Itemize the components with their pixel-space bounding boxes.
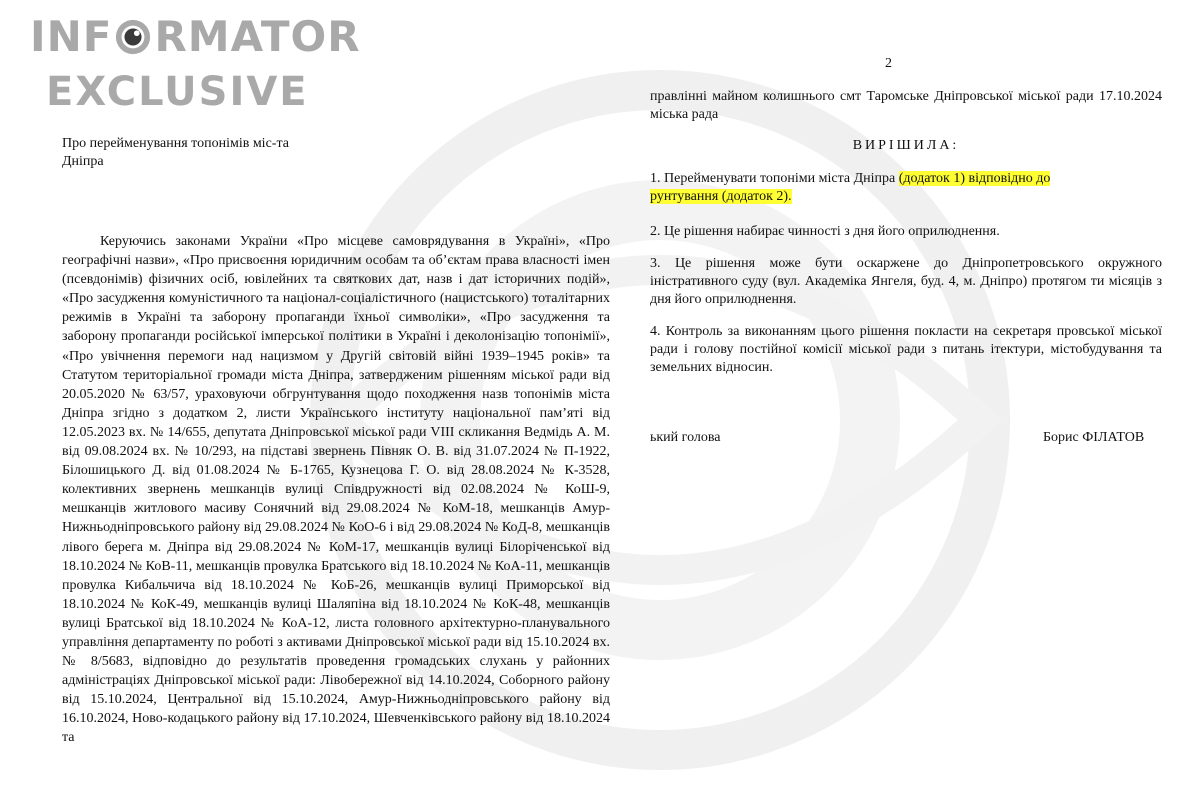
page-number: 2 — [885, 56, 892, 71]
decision-item-4: 4. Контроль за виконанням цього рішення покласти на секретаря провської міської ради і голову постійної комісії міської ради з питань ітектури, містобудування та земельних відносин. — [650, 324, 1162, 375]
logo-text-exclusive: EXCLUSIVE — [46, 69, 309, 115]
signature-name: Борис ФІЛАТОВ — [1043, 430, 1145, 445]
item-1-highlight-b: рунтування (додаток 2). — [650, 189, 792, 204]
item-1-text: Перейменувати топоніми міста Дніпра — [664, 171, 896, 186]
eye-icon — [114, 18, 152, 56]
intro-text: правлінні майном колишнього смт Таромське Дніпровської міської ради 17.10.2024 міська рада — [650, 89, 1162, 122]
item-1-highlight-a: (додаток 1) відповідно до — [898, 171, 1051, 186]
document-title: Про перейменування топонімів міс-та Дніпра — [62, 136, 289, 169]
decision-item-2: 2. Це рішення набирає чинності з дня його оприлюднення. — [650, 224, 1000, 239]
signature-title: ький голова — [650, 430, 721, 445]
item-1-number: 1. — [650, 171, 661, 186]
informator-exclusive-logo — [30, 10, 361, 115]
logo-text-suffix: RMATOR — [154, 12, 361, 61]
logo-text-prefix: INF — [30, 12, 113, 61]
preamble-paragraph: Керуючись законами України «Про місцеве самоврядування в Україні», «Про географічні назви», «Про присвоєння юридичним особам та об’єктам права власності імен (псевдонімів) фізичних осіб, ювілейних та святкових дат, назв і дат історичних подій», «Про засудження комуністичного та націонал-соціалістичного (нацистського) тоталітарних режимів в Україні та заборону пропаганди їхньої символіки», «Про засудження та заборону пропаганди російської імперської політики в Україні і деколонізацію топонімії», «Про увічнення перемоги над нацизмом у Другій світовій війні 1939–1945 років» та Статутом територіальної громади міста Дніпра, затвердженим рішенням міської ради від 20.05.2020 № 63/57, ураховуючи обгрунтування щодо походження назв топонімів міста Дніпра згідно з додатком 2, листи Українського інституту національної пам’яті від 12.05.2023 вх. № 14/655, депутата Дніпровської міської ради VIII скликання Ведмідь А. М. від 09.08.2024 вх. № 10/293, на підставі звернень Півняк О. В. від 31.07.2024 № П-1922, Білошицького Д. від 01.08.2024 № Б-1765, Кузнецова Г. О. від 28.08.2024 № К-3528, колективних звернень мешканців вулиці Співдружності від 02.08.2024 № КоШ-9, мешканців житлового масиву Сонячний від 29.08.2024 № КоМ-18, мешканців Амур-Нижньодніпровського району від 29.08.2024 № КоО-6 і від 29.08.2024 № КоД-8, мешканців лівого берега м. Дніпра від 29.08.2024 № КоМ-17, мешканців вулиці Білоріченської від 18.10.2024 № КоВ-11, мешканців провулка Братського від 18.10.2024 № КоА-11, мешканців провулка Кибальчича від 18.10.2024 № КоБ-26, мешканців вулиці Приморської від 18.10.2024 № КоК-49, мешканців вулиці Шаляпіна від 18.10.2024 № КоК-48, мешканців вулиці Братської від 18.10.2024 № КоА-12, листа головного архітектурно-планувального управління департаменту по роботі з активами Дніпровської міської ради від 15.10.2024 вх. № 8/5683, відповідно до результатів проведення громадських слухань у районних адміністраціях Дніпровської міської ради: Лівобережної від 14.10.2024, Соборного району від 15.10.2024, Центральної від 15.10.2024, Амур-Нижньодніпровського району від 16.10.2024, Ново-кодацького району від 17.10.2024, Шевченківського району від 18.10.2024 та — [62, 234, 610, 746]
decision-heading: ВИРІШИЛА: — [852, 138, 960, 153]
decision-item-1 — [650, 170, 1162, 206]
decision-item-3: 3. Це рішення може бути оскаржене до Дніпропетровського окружного іністративного суду (вул. Академіка Янгеля, буд. 4, м. Дніпро) протягом ти місяців з дня його оприлюднення. — [650, 256, 1162, 307]
